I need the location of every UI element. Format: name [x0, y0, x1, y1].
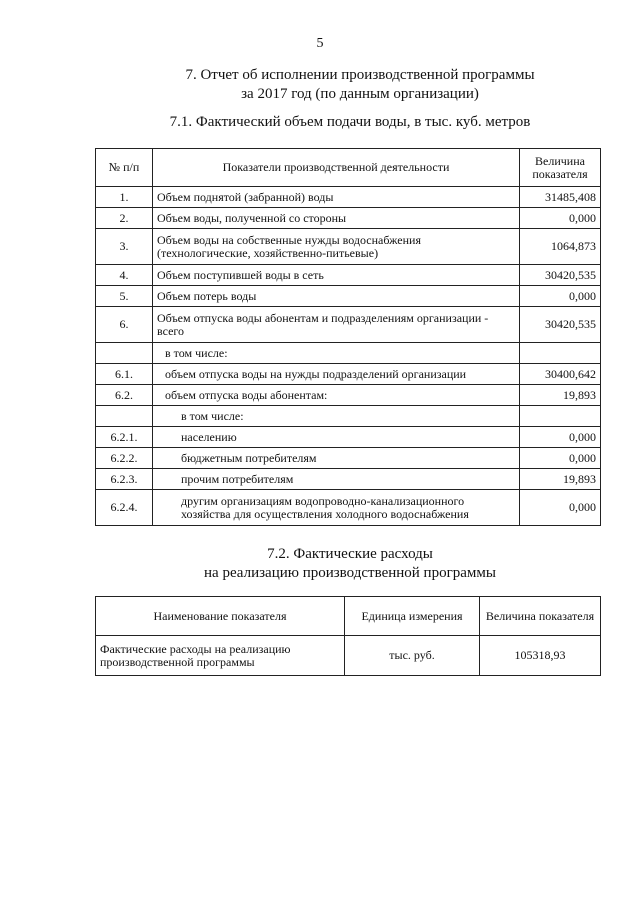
table-row: [96, 364, 601, 385]
row-num: 4.: [96, 265, 153, 286]
table-row: [96, 385, 601, 406]
table-row: [96, 448, 601, 469]
row-unit: тыс. руб.: [345, 636, 480, 676]
row-label: в том числе:: [153, 343, 520, 364]
section-7-2-title-line2: на реализацию производственной программы: [204, 565, 496, 581]
row-value: 19,893: [520, 469, 601, 490]
row-value: 30400,642: [520, 364, 601, 385]
row-num: 1.: [96, 187, 153, 208]
section-7-title-line2: за 2017 год (по данным организации): [241, 86, 479, 102]
header-num: № п/п: [96, 149, 153, 187]
row-label: Объем поступившей воды в сеть: [153, 265, 520, 286]
row-value: 0,000: [520, 208, 601, 229]
section-7-2-title: [100, 545, 600, 583]
row-label: Объем потерь воды: [153, 286, 520, 307]
row-num: 5.: [96, 286, 153, 307]
row-value: 1064,873: [520, 229, 601, 265]
table-row: [96, 490, 601, 526]
row-label: объем отпуска воды абонентам:: [153, 385, 520, 406]
table-row: [96, 469, 601, 490]
row-num: [96, 343, 153, 364]
row-num: [96, 406, 153, 427]
table-row: [96, 406, 601, 427]
row-label: прочим потребителям: [153, 469, 520, 490]
row-num: 6.2.: [96, 385, 153, 406]
row-label: населению: [153, 427, 520, 448]
row-value: 105318,93: [480, 636, 601, 676]
table-row: [96, 343, 601, 364]
header-value: Величина показателя: [520, 149, 601, 187]
row-name: Фактические расходы на реализацию производственной программы: [96, 636, 345, 676]
row-num: 3.: [96, 229, 153, 265]
row-num: 6.2.2.: [96, 448, 153, 469]
header-unit: Единица измерения: [345, 597, 480, 636]
row-num: 6.2.1.: [96, 427, 153, 448]
row-num: 6.2.4.: [96, 490, 153, 526]
section-7-title-line1: 7. Отчет об исполнении производственной программы: [185, 67, 535, 83]
header-indicator: Показатели производственной деятельности: [153, 149, 520, 187]
row-value: 0,000: [520, 448, 601, 469]
row-label: объем отпуска воды на нужды подразделений организации: [153, 364, 520, 385]
row-label: Объем воды, полученной со стороны: [153, 208, 520, 229]
header-value: Величина показателя: [480, 597, 601, 636]
row-num: 6.2.3.: [96, 469, 153, 490]
section-7-title: [150, 66, 570, 104]
page-number: 5: [316, 36, 324, 51]
row-num: 2.: [96, 208, 153, 229]
row-num: 6.: [96, 307, 153, 343]
row-label: другим организациям водопроводно-канализационного хозяйства для осуществления холодного водоснабжения: [153, 490, 520, 526]
table-row: [96, 187, 601, 208]
row-label: Объем отпуска воды абонентам и подразделениям организации - всего: [153, 307, 520, 343]
table-row: [96, 265, 601, 286]
row-value: 0,000: [520, 490, 601, 526]
section-7-2-title-line1: 7.2. Фактические расходы: [267, 546, 433, 562]
row-value: [520, 343, 601, 364]
row-num: 6.1.: [96, 364, 153, 385]
table-row: [96, 427, 601, 448]
row-label: Объем воды на собственные нужды водоснабжения (технологические, хозяйственно-питьевые): [153, 229, 520, 265]
table-row: [96, 286, 601, 307]
table-row: [96, 307, 601, 343]
row-value: 31485,408: [520, 187, 601, 208]
table-row: [96, 636, 601, 676]
row-label: Объем поднятой (забранной) воды: [153, 187, 520, 208]
row-label: в том числе:: [153, 406, 520, 427]
row-value: 30420,535: [520, 265, 601, 286]
row-value: 0,000: [520, 427, 601, 448]
table-row: [96, 208, 601, 229]
row-label: бюджетным потребителям: [153, 448, 520, 469]
header-name: Наименование показателя: [96, 597, 345, 636]
row-value: [520, 406, 601, 427]
row-value: 19,893: [520, 385, 601, 406]
row-value: 30420,535: [520, 307, 601, 343]
table-row: [96, 229, 601, 265]
water-supply-table: [95, 148, 601, 526]
section-7-1-title: 7.1. Фактический объем подачи воды, в тыс. куб. метров: [169, 114, 531, 130]
row-value: 0,000: [520, 286, 601, 307]
expenses-table: [95, 596, 601, 676]
